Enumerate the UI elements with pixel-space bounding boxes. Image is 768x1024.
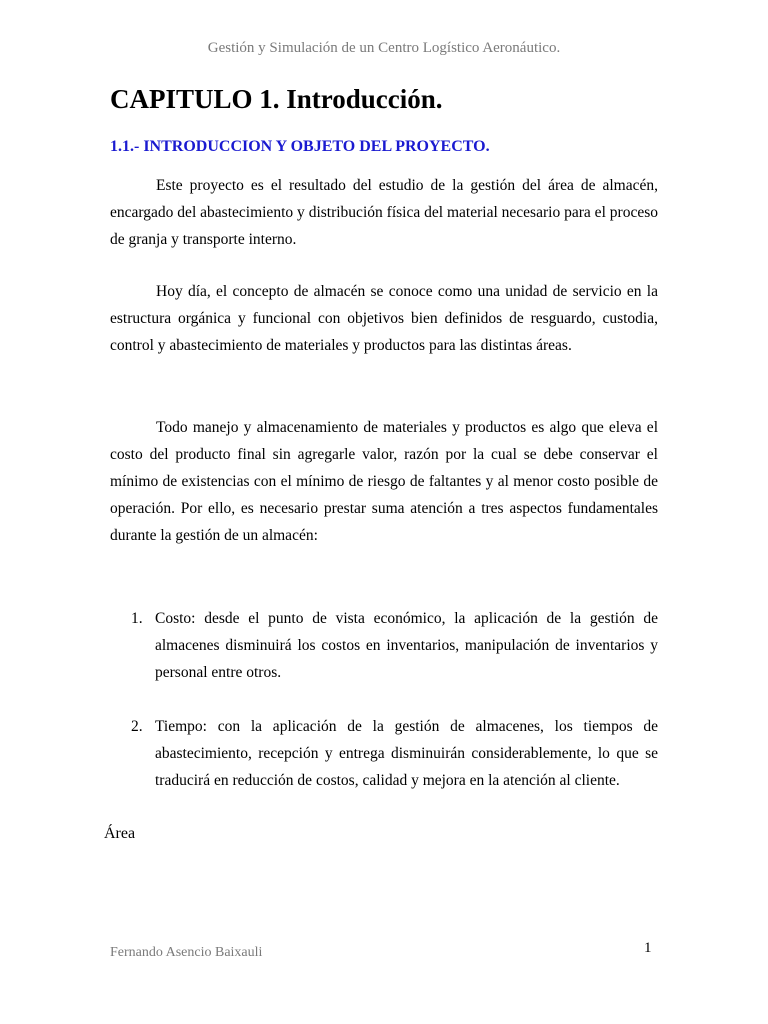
running-header: Gestión y Simulación de un Centro Logístico Aeronáutico.	[207, 40, 561, 56]
footer-author: Fernando Asencio Baixauli	[110, 945, 263, 960]
list-item-text: Tiempo: con la aplicación de la gestión de almacenes, los tiempos de abastecimiento, recepción y entrega disminuirán considerablemente, lo que se traducirá en reducción de costos, calidad y mejora en la atención al cliente.	[155, 718, 658, 789]
paragraph-3	[110, 414, 658, 549]
paragraph-text: Hoy día, el concepto de almacén se conoce como una unidad de servicio en la estructura orgánica y funcional con objetivos bien definidos de resguardo, custodia, control y abastecimiento de materiales y productos para las distintas áreas.	[110, 283, 658, 354]
paragraph-2	[110, 278, 658, 359]
chapter-title: CAPITULO 1. Introducción.	[110, 84, 443, 114]
paragraph-1	[110, 172, 658, 253]
list-item	[131, 605, 658, 686]
section-heading: 1.1.- INTRODUCCION Y OBJETO DEL PROYECTO.	[110, 138, 490, 155]
list-item-text: Costo: desde el punto de vista económico, la aplicación de la gestión de almacenes disminuirá los costos en inventarios, manipulación de inventarios y personal entre otros.	[155, 610, 658, 681]
list-item	[131, 713, 658, 794]
list-number: 2.	[131, 718, 143, 735]
stray-text: Área	[104, 825, 136, 842]
paragraph-text: Todo manejo y almacenamiento de materiales y productos es algo que eleva el costo del producto final sin agregarle valor, razón por la cual se debe conservar el mínimo de existencias con el mínimo de riesgo de faltantes y al menor costo posible de operación. Por ello, es necesario prestar suma atención a tres aspectos fundamentales durante la gestión de un almacén:	[110, 419, 658, 544]
list-number: 1.	[131, 610, 143, 627]
page-number: 1	[644, 940, 652, 956]
paragraph-text: Este proyecto es el resultado del estudio de la gestión del área de almacén, encargado del abastecimiento y distribución física del material necesario para el proceso de granja y transporte interno.	[110, 177, 658, 248]
